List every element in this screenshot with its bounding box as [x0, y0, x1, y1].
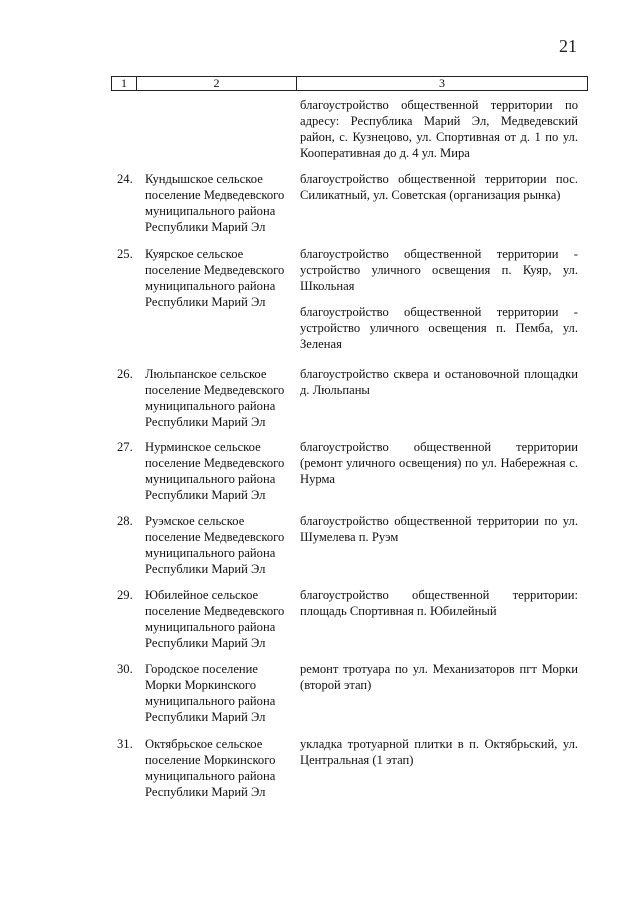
organization-name: Юбилейное сельское поселение Медведевского муниципального района Республики Марий Эл	[145, 588, 285, 650]
organization-name: Руэмское сельское поселение Медведевского муниципального района Республики Марий Эл	[145, 514, 285, 576]
header-col-3: 3	[439, 76, 445, 90]
project-description: благоустройство общественной территории пос. Силикатный, ул. Советская (организация рынка)	[300, 172, 578, 202]
row-number: 27.	[117, 440, 133, 454]
organization-name: Октябрьское сельское поселение Моркинского муниципального района Республики Марий Эл	[145, 737, 276, 799]
header-col-2: 2	[137, 77, 297, 90]
row-number: 28.	[117, 514, 133, 528]
organization-name: Куярское сельское поселение Медведевского муниципального района Республики Марий Эл	[145, 247, 285, 309]
row-number: 26.	[117, 367, 133, 381]
row-number: 29.	[117, 588, 133, 602]
row-number: 25.	[117, 247, 133, 261]
row-number: 31.	[117, 737, 133, 751]
row-number: 24.	[117, 172, 133, 186]
project-description: благоустройство общественной территории по ул. Шумелева п. Руэм	[300, 514, 578, 544]
organization-name: Кундышское сельское поселение Медведевского муниципального района Республики Марий Эл	[145, 172, 285, 234]
continuation-text: благоустройство общественной территории по адресу: Республика Марий Эл, Медведевский район, с. Кузнецово, ул. Спортивная от д. 1 по ул. Кооперативная до д. 4 ул. Мира	[300, 98, 578, 160]
project-description: благоустройство сквера и остановочной площадки д. Люльпаны	[300, 367, 578, 397]
page-number: 21	[559, 36, 577, 56]
organization-name: Городское поселение Морки Моркинского муниципального района Республики Марий Эл	[145, 662, 276, 724]
header-col-1: 1	[112, 77, 137, 90]
project-description: благоустройство общественной территории - устройство уличного освещения п. Пемба, ул. Зеленая	[300, 305, 578, 351]
row-number: 30.	[117, 662, 133, 676]
project-description: ремонт тротуара по ул. Механизаторов пгт Морки (второй этап)	[300, 662, 578, 692]
project-description: укладка тротуарной плитки в п. Октябрьский, ул. Центральная (1 этап)	[300, 737, 578, 767]
project-description: благоустройство общественной территории - устройство уличного освещения п. Куяр, ул. Школьная	[300, 247, 578, 293]
project-description: благоустройство общественной территории (ремонт уличного освещения) по ул. Набережная с. Нурма	[300, 440, 578, 486]
project-description: благоустройство общественной территории: площадь Спортивная п. Юбилейный	[300, 588, 578, 618]
table-header	[111, 76, 588, 91]
organization-name: Нурминское сельское поселение Медведевского муниципального района Республики Марий Эл	[145, 440, 285, 502]
organization-name: Люльпанское сельское поселение Медведевского муниципального района Республики Марий Эл	[145, 367, 285, 429]
